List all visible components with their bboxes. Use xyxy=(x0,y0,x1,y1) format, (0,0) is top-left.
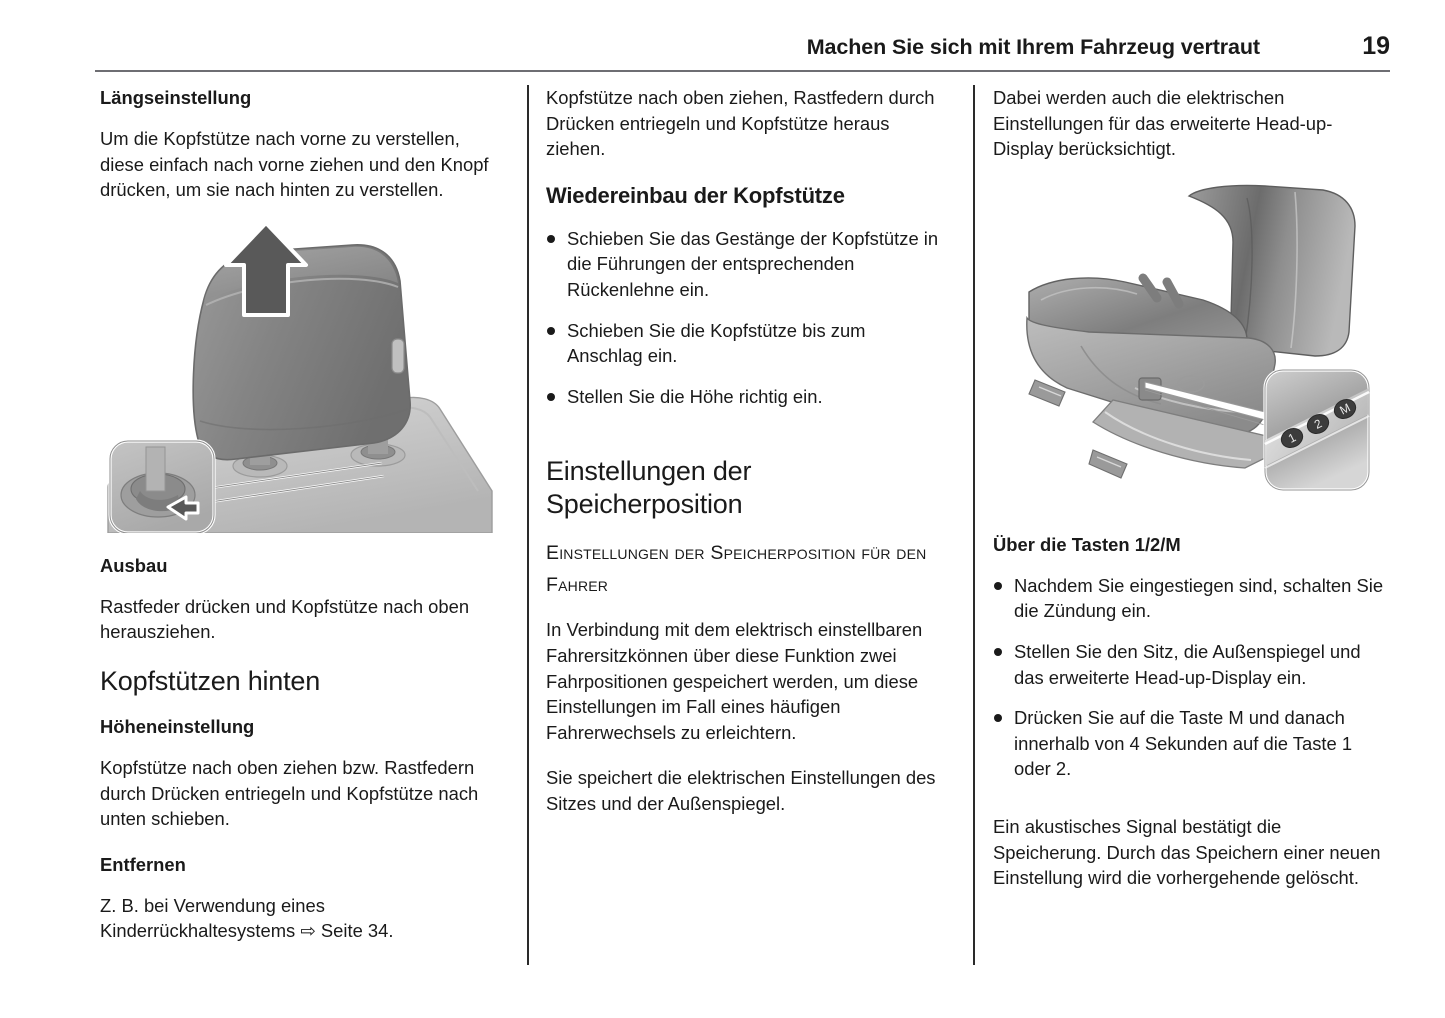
spacer xyxy=(546,429,944,449)
bullet-dot-icon xyxy=(994,714,1002,722)
memory-button-1-label: 1 xyxy=(1285,430,1299,446)
cross-reference-arrow-icon: ⇨ xyxy=(300,920,316,942)
paragraph-entfernen-line1: Z. B. bei Verwendung eines xyxy=(100,894,325,916)
bullet-dot-icon xyxy=(547,393,555,401)
column-2 xyxy=(546,85,944,837)
list-item xyxy=(546,384,944,410)
heading-hoeheneinstellung: Höheneinstellung xyxy=(100,715,255,737)
bullet-list-tasten xyxy=(993,573,1390,782)
paragraph-akustisches-signal: Ein akustisches Signal bestätigt die Speicherung. Durch das Speichern einer neuen Einstellung wird die vorhergehende gelöscht. xyxy=(993,815,1381,889)
memory-button-m-label: M xyxy=(1337,400,1353,418)
bullet-dot-icon xyxy=(994,582,1002,590)
heading-ausbau: Ausbau xyxy=(100,554,168,576)
paragraph-fahrpositionen: In Verbindung mit dem elektrisch einstellbaren Fahrersitzkönnen über diese Funktion zwei Fahrpositionen gespeichert werden, um diese Einstellungen im Fall eines häufigen Fahrerwechsels zu erleichtern. xyxy=(546,619,923,743)
chapter-heading-einstellungen-speicherposition: Einstellungen der Speicherposition xyxy=(546,456,752,520)
figure-headrest-longitudinal xyxy=(100,223,497,533)
power-seat-illustration-svg xyxy=(993,182,1390,512)
paragraph-laengseinstellung: Um die Kopfstütze nach vorne zu verstellen, diese einfach nach vorne ziehen und den Knopf drücken, um sie nach hinten zu verstellen. xyxy=(100,128,489,201)
paragraph-entfernen xyxy=(100,893,497,944)
list-item xyxy=(993,639,1390,690)
list-item xyxy=(546,226,944,303)
page-title: Machen Sie sich mit Ihrem Fahrzeug vertraut xyxy=(806,35,1260,59)
bullet-dot-icon xyxy=(994,648,1002,656)
header-row xyxy=(95,32,1390,66)
smallcaps-heading-speicherposition-fahrer: Einstellungen der Speicherposition für den Fahrer xyxy=(546,542,927,597)
callout-detent-spring xyxy=(110,441,214,533)
spacer xyxy=(993,802,1390,814)
list-item xyxy=(993,705,1390,782)
bullet-dot-icon xyxy=(547,235,555,243)
column-divider-2 xyxy=(973,85,975,965)
cross-reference-page: Seite 34. xyxy=(320,920,394,942)
list-item-label: Stellen Sie die Höhe richtig ein. xyxy=(567,385,823,407)
figure-power-seat-memory xyxy=(993,182,1390,512)
column-divider-1 xyxy=(527,85,529,965)
content-columns xyxy=(0,85,1445,975)
chapter-heading-kopfstuetzen-hinten: Kopfstützen hinten xyxy=(100,665,321,696)
page-header xyxy=(95,32,1390,74)
section-heading-wiedereinbau: Wiedereinbau der Kopfstütze xyxy=(546,182,845,208)
list-item-label: Drücken Sie auf die Taste M und danach innerhalb von 4 Sekunden auf die Taste 1 oder 2. xyxy=(1014,707,1353,780)
headrest-illustration-svg xyxy=(100,223,497,533)
paragraph-head-up-display: Dabei werden auch die elektrischen Einstellungen für das erweiterte Head-up-Display berücksichtigt. xyxy=(993,87,1333,160)
paragraph-kopfstuetze-herausziehen: Kopfstütze nach oben ziehen, Rastfedern durch Drücken entriegeln und Kopfstütze heraus ziehen. xyxy=(546,87,935,160)
column-1 xyxy=(100,85,497,964)
list-item-label: Stellen Sie den Sitz, die Außenspiegel und das erweiterte Head-up-Display ein. xyxy=(1014,640,1361,688)
memory-button-2-label: 2 xyxy=(1311,416,1325,432)
callout-memory-buttons xyxy=(1265,370,1369,490)
paragraph-ausbau: Rastfeder drücken und Kopfstütze nach oben herausziehen. xyxy=(100,595,470,643)
list-item xyxy=(546,318,944,369)
bullet-dot-icon xyxy=(547,327,555,335)
bullet-list-wiedereinbau xyxy=(546,226,944,410)
header-rule xyxy=(95,70,1390,72)
heading-laengseinstellung: Längseinstellung xyxy=(100,87,252,108)
headrest-release-button xyxy=(392,339,404,373)
list-item-label: Schieben Sie die Kopfstütze bis zum Anschlag ein. xyxy=(567,319,866,367)
paragraph-hoeheneinstellung: Kopfstütze nach oben ziehen bzw. Rastfedern durch Drücken entriegeln und Kopfstütze nach unten schieben. xyxy=(100,756,479,830)
heading-ueber-die-tasten: Über die Tasten 1/2/M xyxy=(993,533,1181,555)
list-item-label: Nachdem Sie eingestiegen sind, schalten Sie die Zündung ein. xyxy=(1014,574,1384,622)
list-item xyxy=(993,573,1390,624)
list-item-label: Schieben Sie das Gestänge der Kopfstütze in die Führungen der entsprechenden Rückenlehne ein. xyxy=(567,227,939,300)
paragraph-speichert-einstellungen: Sie speichert die elektrischen Einstellungen des Sitzes und der Außenspiegel. xyxy=(546,767,936,814)
heading-entfernen: Entfernen xyxy=(100,853,186,875)
column-3 xyxy=(993,85,1390,911)
paragraph-entfernen-line2a: Kinderrückhaltesystems xyxy=(100,920,296,942)
page-number: 19 xyxy=(1362,32,1390,60)
